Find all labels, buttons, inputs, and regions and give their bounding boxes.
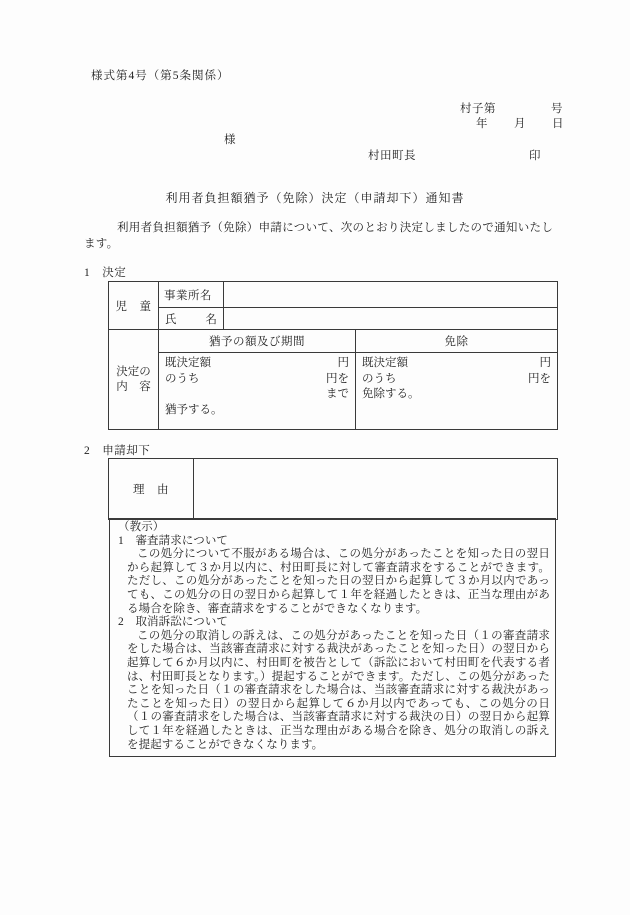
office-name-label: 事業所名 <box>159 282 224 308</box>
deferral-decided-label: 既決定額 <box>165 357 211 369</box>
exemption-portion-unit: 円を <box>528 372 551 385</box>
notice-item-1-body: この処分について不服がある場合は、この処分があったことを知った日の翌日から起算して３か月以内に、村田町長に対して審査請求をすることができます。ただし、この処分があったことを知った日の翌日から起算して３か月以内であっても、この処分の日の翌日から起算して１年を経過したときは、正当な理由がある場合を除き、審査請求をすることができなくなります。 <box>127 548 550 615</box>
deferral-portion-unit: 円を <box>326 372 349 385</box>
appeal-notice-box <box>109 518 556 757</box>
decision-content-label-line1: 決定の <box>116 365 151 378</box>
decision-content-label-line2: 内 容 <box>116 380 151 393</box>
date-day-label: 日 <box>552 118 564 130</box>
doc-number-prefix: 村子第 <box>460 103 496 115</box>
rejection-reason-table <box>108 458 558 520</box>
issuer-name: 村田町長 <box>368 150 416 162</box>
deferral-header-cell: 猶予の額及び期間 <box>159 330 356 353</box>
decision-content-label <box>109 330 159 430</box>
section-heading-decision: 1 決定 <box>84 267 127 279</box>
section-heading-rejection: 2 申請却下 <box>84 445 151 457</box>
deferral-decided-unit: 円 <box>337 357 349 369</box>
child-name-label-last: 名 <box>205 313 217 326</box>
table-row <box>109 353 558 430</box>
intro-paragraph: 利用者負担額猶予（免除）申請について、次のとおり決定しましたので通知いたします。 <box>84 222 554 250</box>
deferral-portion-label: のうち <box>165 372 200 385</box>
notice-item-2-body: この処分の取消しの訴えは、この処分があったことを知った日（１の審査請求をした場合は、当該審査請求に対する裁決があったことを知った日）の翌日から起算して６か月以内に、村田町を被告として（訴訟において村田町を代表する者は、村田町長となります。）提起することができます。ただし、この処分があったことを知った日（１の審査請求をした場合は、当該審査請求に対する裁決があったことを知った日）の翌日から起算して６か月以内であっても、この処分の日（１の審査請求をした場合は、当該審査請求に対する裁決の日）の翌日から起算して１年を経過したときは、正当な理由がある場合を除き、処分の取消しの訴えを提起することができなくなります。 <box>127 629 550 751</box>
table-row <box>109 459 558 520</box>
notice-title: （教示） <box>118 521 165 533</box>
deferral-action-label: 猶予する。 <box>165 403 223 416</box>
exemption-decided-unit: 円 <box>539 357 551 369</box>
child-label-cell: 児 童 <box>109 282 159 330</box>
exemption-action-label: 免除する。 <box>362 388 420 400</box>
addressee-honorific: 様 <box>224 134 236 146</box>
office-name-value-cell <box>224 282 558 308</box>
exemption-portion-label: のうち <box>362 372 397 385</box>
child-name-label-first: 氏 <box>165 313 177 326</box>
table-row <box>109 282 558 308</box>
decision-table <box>108 281 558 430</box>
deferral-content-cell <box>159 353 356 430</box>
date-month-label: 月 <box>514 118 526 130</box>
notice-item-1-heading: 1 審査請求について <box>118 534 229 547</box>
table-row <box>109 330 558 353</box>
table-row <box>109 308 558 330</box>
child-name-value-cell <box>224 308 558 330</box>
reason-value-cell <box>194 459 558 520</box>
child-name-label <box>159 308 224 330</box>
exemption-header-cell: 免除 <box>356 330 558 353</box>
exemption-decided-label: 既決定額 <box>362 357 408 369</box>
exemption-content-cell <box>356 353 558 430</box>
date-year-label: 年 <box>476 118 488 130</box>
reason-label-cell: 理 由 <box>109 459 194 520</box>
document-title: 利用者負担額猶予（免除）決定（申請却下）通知書 <box>165 191 465 205</box>
form-number: 様式第4号（第5条関係） <box>91 70 230 82</box>
deferral-until-label: まで <box>326 388 349 400</box>
doc-number-unit: 号 <box>551 103 563 115</box>
seal-mark: 印 <box>529 150 541 162</box>
notice-item-2-heading: 2 取消訴訟について <box>118 616 229 629</box>
